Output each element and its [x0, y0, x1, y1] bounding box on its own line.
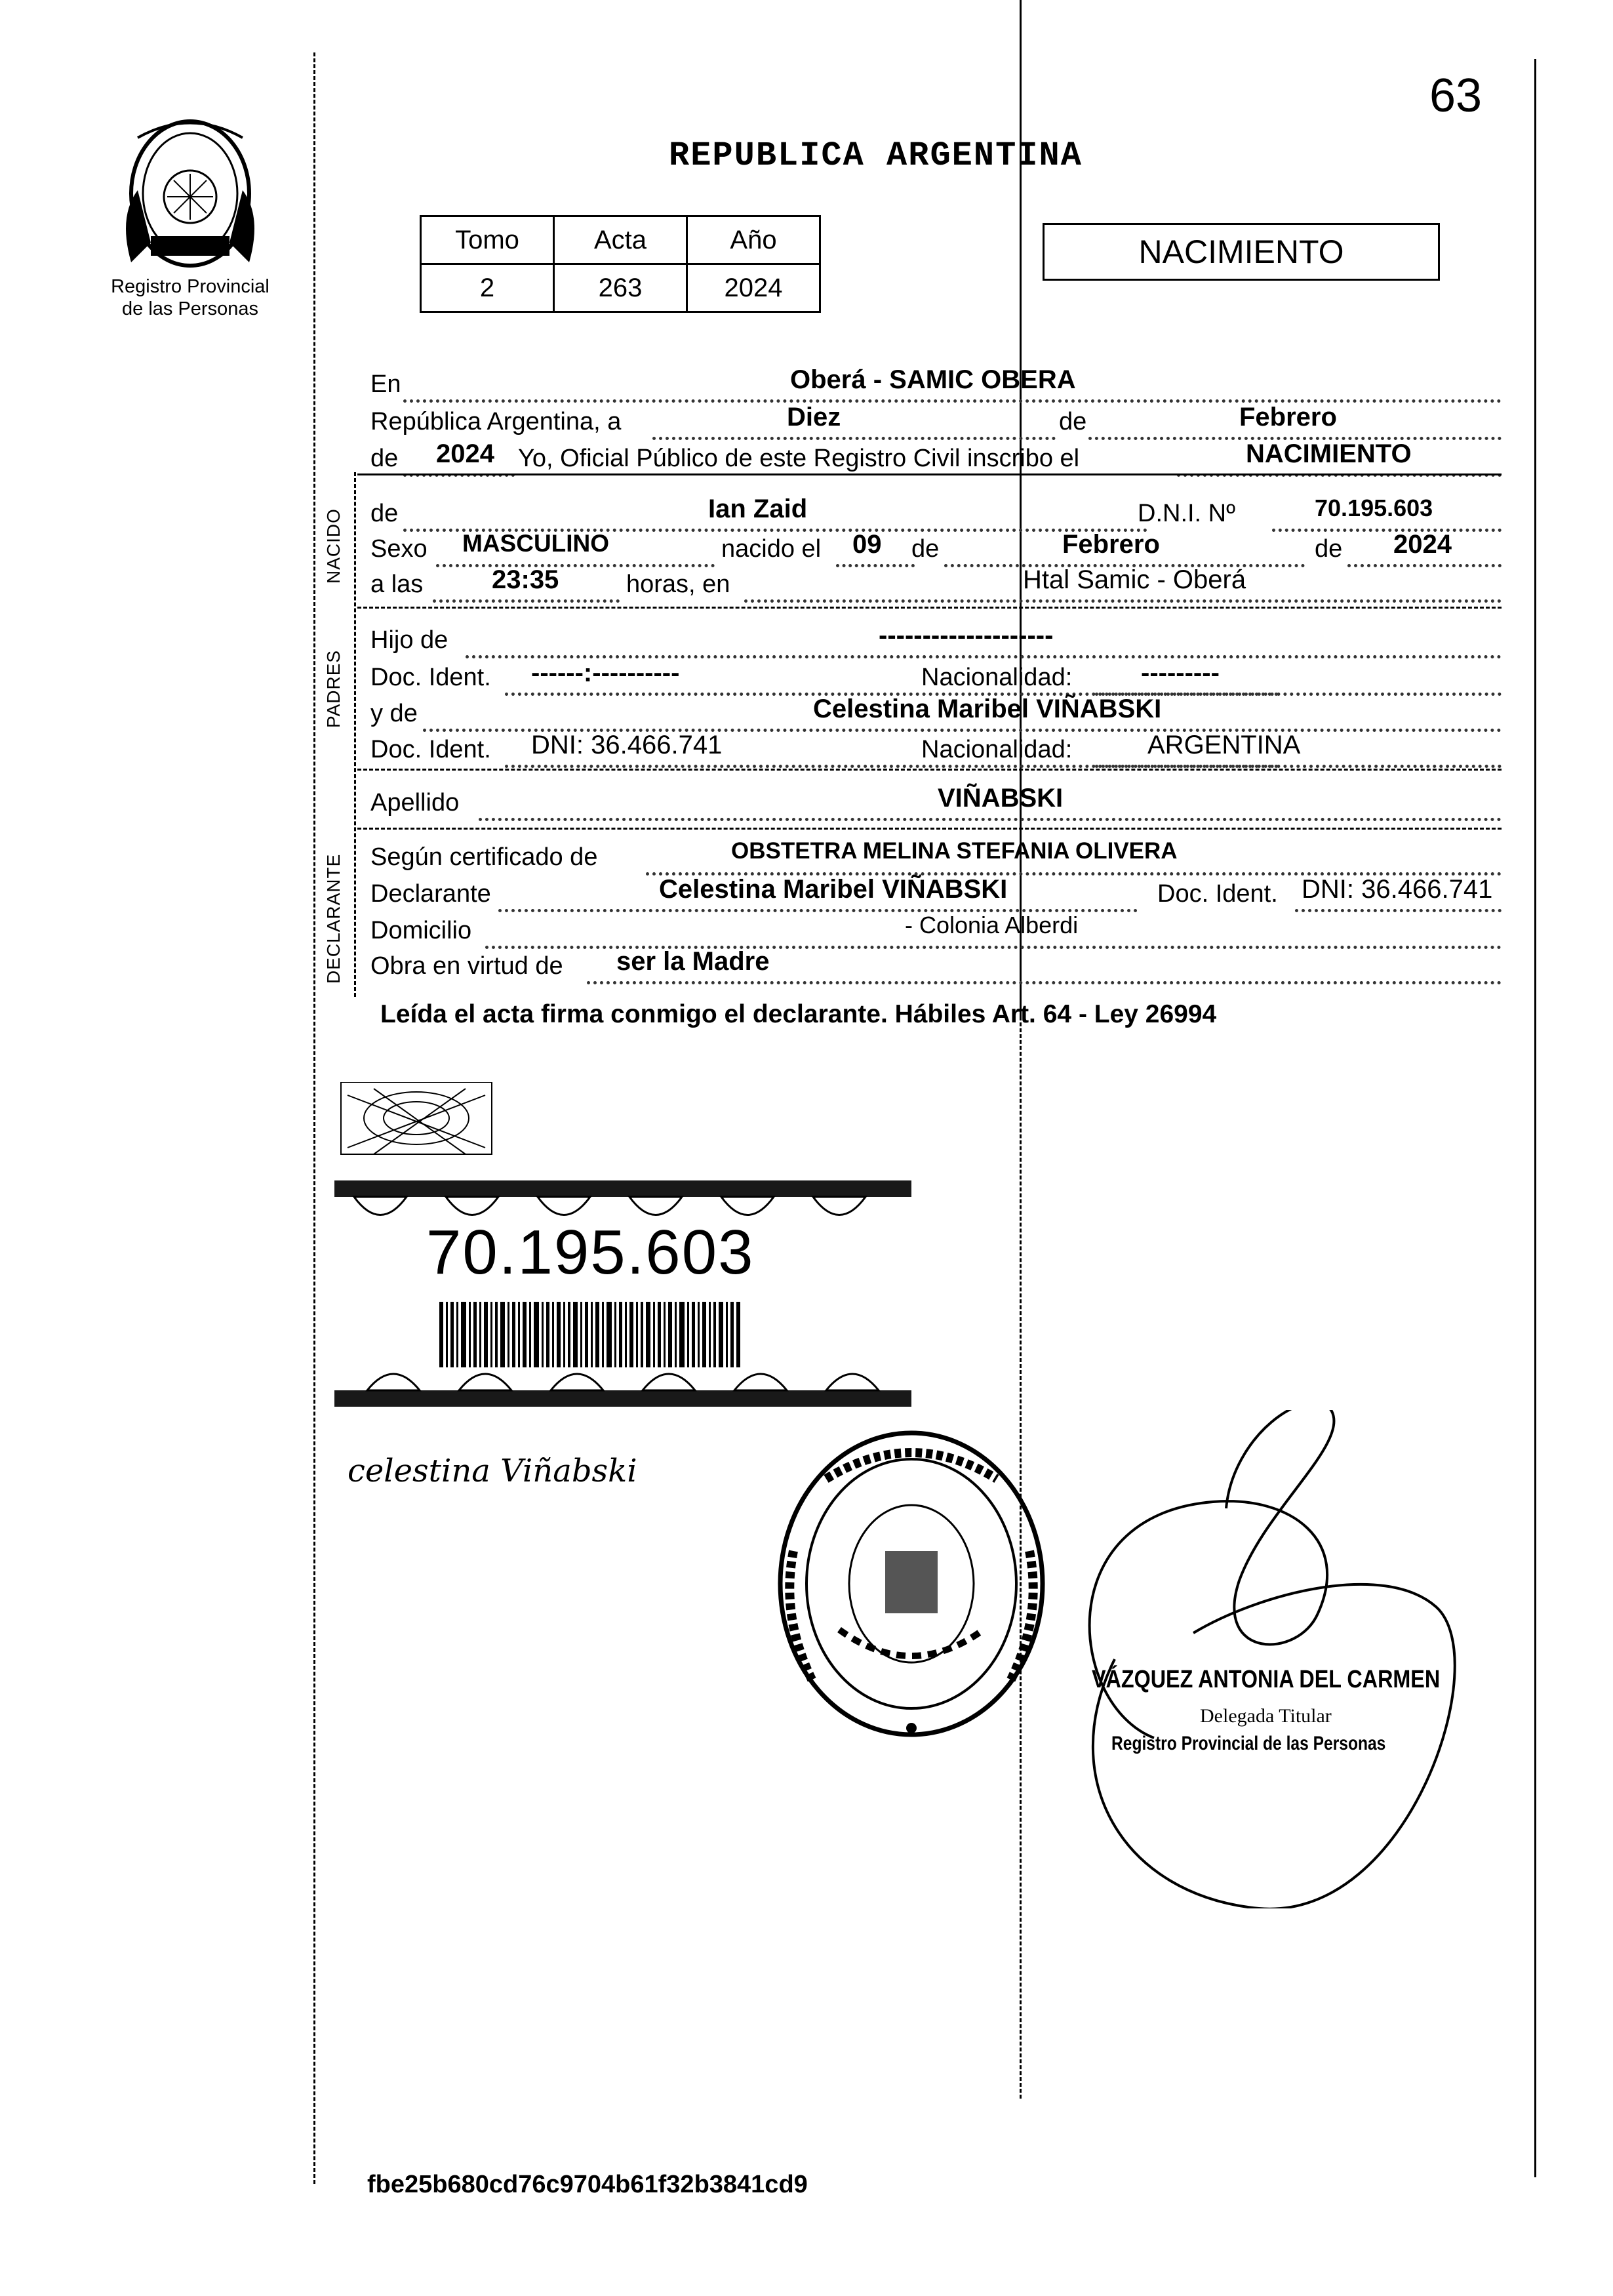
- value-tomo: 2: [421, 264, 554, 312]
- label-en: En: [370, 371, 401, 398]
- label-hijo-de: Hijo de: [370, 626, 448, 654]
- divider-4: [357, 828, 1502, 830]
- divider-2: [357, 607, 1502, 609]
- row-en: [367, 365, 1502, 407]
- section-nacido-label: NACIDO: [323, 508, 344, 584]
- value-father-nat: ---------: [1141, 658, 1220, 687]
- value-mother-nat: ARGENTINA: [1147, 731, 1301, 759]
- label-declarante: Declarante: [370, 880, 491, 908]
- value-time: 23:35: [492, 565, 559, 594]
- header-tomo: Tomo: [421, 216, 554, 264]
- label-de-year: de: [370, 445, 399, 472]
- value-obra: ser la Madre: [616, 947, 770, 976]
- registry-logo-caption: [85, 275, 295, 320]
- section-declarante-label: DECLARANTE: [323, 853, 344, 984]
- label-nacido-el: nacido el: [721, 535, 822, 563]
- divider-1: [357, 473, 1502, 475]
- official-signature-scribble: [1043, 1410, 1469, 1908]
- left-margin-line: [313, 52, 315, 2184]
- right-margin-line: [1534, 59, 1536, 2177]
- value-month: Febrero: [1239, 403, 1337, 432]
- label-dni: D.N.I. Nº: [1138, 500, 1235, 527]
- document-hash: fbe25b680cd76c9704b61f32b3841cd9: [367, 2171, 808, 2198]
- row-obra: [367, 947, 1502, 988]
- section-padres-label: PADRES: [323, 649, 344, 728]
- country-title: REPUBLICA ARGENTINA: [669, 136, 1083, 175]
- page-number: 63: [1429, 70, 1483, 122]
- value-anio: 2024: [687, 264, 820, 312]
- label-sexo: Sexo: [370, 535, 428, 563]
- label-de-year2: de: [1315, 535, 1343, 563]
- official-seal-stamp: [767, 1420, 1056, 1761]
- label-de: de: [1059, 408, 1087, 435]
- value-place: Oberá - SAMIC OBERA: [790, 365, 1076, 394]
- official-name: VÁZQUEZ ANTONIA DEL CARMEN: [1092, 1666, 1441, 1693]
- label-mother-doc: Doc. Ident.: [370, 736, 491, 763]
- row-segun: [367, 838, 1502, 879]
- row-republica: [367, 403, 1502, 444]
- barcode: [439, 1302, 741, 1367]
- value-day: Diez: [787, 403, 841, 432]
- value-year: 2024: [436, 439, 494, 468]
- logo-caption-line1: Registro Provincial: [111, 276, 269, 297]
- document-type-box: NACIMIENTO: [1043, 223, 1440, 281]
- value-birth-month: Febrero: [1062, 530, 1160, 559]
- value-apellido: VIÑABSKI: [938, 784, 1064, 813]
- label-apellido: Apellido: [370, 789, 460, 816]
- label-domicilio: Domicilio: [370, 917, 472, 944]
- section-divider-line: [354, 472, 356, 997]
- row-hijo-de: [367, 621, 1502, 662]
- value-child-name: Ian Zaid: [708, 494, 808, 523]
- value-certificate: OBSTETRA MELINA STEFANIA OLIVERA: [731, 838, 1178, 864]
- label-declarante-doc: Doc. Ident.: [1157, 880, 1278, 908]
- row-hora: [367, 565, 1502, 607]
- label-de-month: de: [911, 535, 940, 563]
- label-mother-nat: Nacionalidad:: [921, 736, 1073, 763]
- row-domicilio: [367, 912, 1502, 953]
- value-birth-year: 2024: [1393, 530, 1452, 559]
- divider-3: [357, 769, 1502, 771]
- header-anio: Año: [687, 216, 820, 264]
- value-declarante-name: Celestina Maribel VIÑABSKI: [659, 875, 1008, 904]
- value-father-doc: ------:----------: [531, 658, 680, 687]
- label-segun: Según certificado de: [370, 843, 598, 871]
- official-role: Delegada Titular: [1200, 1705, 1332, 1727]
- value-father: --------------------: [879, 621, 1054, 650]
- header-acta: Acta: [554, 216, 687, 264]
- label-obra: Obra en virtud de: [370, 952, 563, 980]
- row-apellido: [367, 784, 1502, 825]
- value-child-dni: 70.195.603: [1315, 494, 1433, 521]
- value-birth-day: 09: [852, 530, 882, 559]
- declarant-handwritten-signature: celestina Viñabski: [348, 1453, 637, 1489]
- row-mother-doc: [367, 731, 1502, 772]
- printed-dni-number: 70.195.603: [426, 1217, 755, 1287]
- value-declarante-doc: DNI: 36.466.741: [1302, 875, 1493, 904]
- value-act-type: NACIMIENTO: [1246, 439, 1412, 468]
- label-republica: República Argentina, a: [370, 408, 622, 435]
- logo-caption-line2: de las Personas: [122, 298, 258, 319]
- official-organization: Registro Provincial de las Personas: [1111, 1733, 1386, 1754]
- label-father-nat: Nacionalidad:: [921, 664, 1073, 691]
- value-acta: 263: [554, 264, 687, 312]
- label-father-doc: Doc. Ident.: [370, 664, 491, 691]
- label-a-las: a las: [370, 571, 424, 598]
- label-yo: Yo, Oficial Público de este Registro Civil inscribo el: [518, 445, 1080, 472]
- value-mother-doc: DNI: 36.466.741: [531, 731, 723, 759]
- label-de-name: de: [370, 500, 399, 527]
- row-declarante: [367, 875, 1502, 916]
- value-mother: Celestina Maribel VIÑABSKI: [813, 695, 1162, 723]
- value-domicilio: - Colonia Alberdi: [905, 912, 1079, 938]
- label-y-de: y de: [370, 700, 418, 727]
- closing-statement: Leída el acta firma conmigo el declarante. Hábiles Art. 64 - Ley 26994: [380, 1000, 1217, 1028]
- value-sexo: MASCULINO: [462, 530, 610, 557]
- registry-logo-emblem: [111, 111, 269, 282]
- value-birth-place: Htal Samic - Oberá: [1023, 565, 1246, 594]
- label-horas-en: horas, en: [626, 571, 730, 598]
- reference-table: [420, 215, 821, 313]
